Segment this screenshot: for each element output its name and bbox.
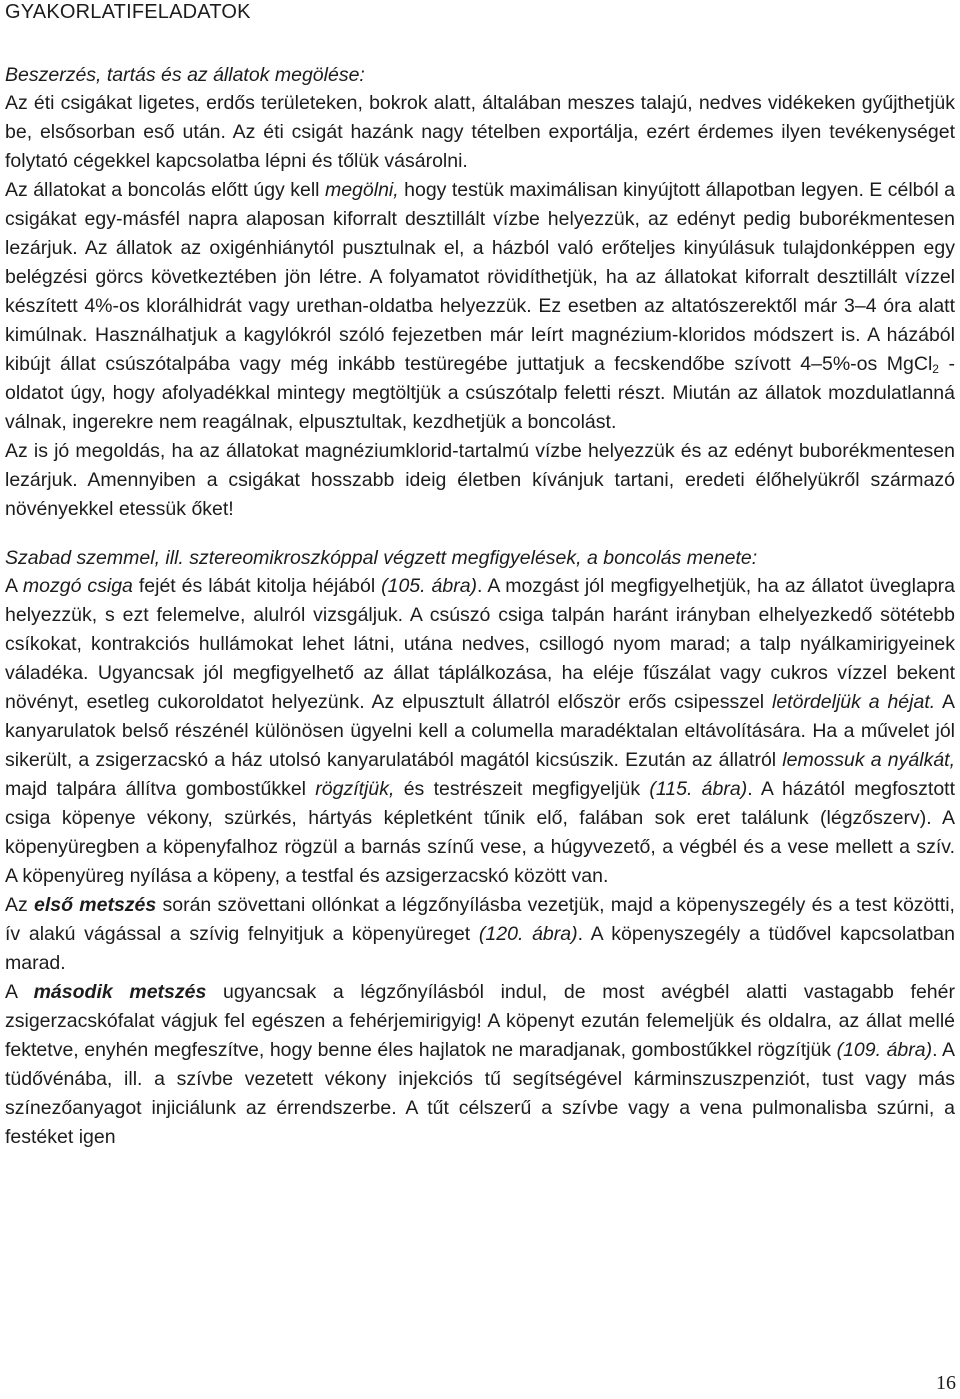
subscript: 2	[932, 362, 939, 376]
paragraph-alternative: Az is jó megoldás, ha az állatokat magnéziumklorid-tartalmú vízbe helyezzük és az edényt buborékmentesen lezárjuk. Amennyiben a csigákat hosszabb ideig életben kívánjuk tartani, eredeti élőhelyükről származó növényekkel etessük őket!	[5, 440, 955, 520]
paragraph-collection: Az éti csigákat ligetes, erdős területeken, bokrok alatt, általában meszes talajú, nedves vidékeken gyűjthetjük be, elsősorban eső után. Az éti csigát hazánk nagy tételben exportálja, ezért érdemes ilyen tevékenységet folytató cégekkel kapcsolatba lépni és tőlük vásárolni.	[5, 92, 955, 172]
section-heading-procurement: Beszerzés, tartás és az állatok megölése:	[5, 64, 365, 86]
paragraph-moving-snail: A mozgó csiga fejét és lábát kitolja héjából (105. ábra). A mozgást jól megfigyelhetjük, ha az állatot üveglapra helyezzük, s ezt felemelve, alulról vizsgáljuk. A csúszó csiga talpán haránt irányban elhelyezkedő sötétebb csíkokat, kontrakciós hullámokat lehet látni, utána nedves, csillogó nyom marad; a talp nyálkamirigyeinek váladéka. Ugyancsak jól megfigyelhető az állat táplálkozása, ha eléje fűszálat vagy cukros vízzel bekent növényt, esetleg cukoroldatot helyezünk. Az elpusztult állatról először erős csipesszel letördeljük a héjat. A kanyarulatok belső részénél különösen ügyelni kell a columella maradéktalan eltávolítására. Ha a művelet jól sikerült, a zsigerzacskó a ház utolsó kanyarulatából magától kicsúszik. Ezután az állatról lemossuk a nyálkát, majd talpára állítva gombostűkkel rögzítjük, és testrészeit megfigyeljük (115. ábra). A házától megfosztott csiga köpenye vékony, szürkés, hártyás képletként tűnik elő, falában sok eret találunk (légzőszerv). A köpenyüregben a köpenyfalhoz rögzül a barnás színű vese, a húgyvezető, a végbél és a vese mellett a szív. A köpenyüreg nyílása a köpeny, a testfal és azsigerzacskó között van.	[5, 575, 955, 887]
page-number: 16	[936, 1372, 956, 1394]
paragraph-killing: Az állatokat a boncolás előtt úgy kell megölni, hogy testük maximálisan kinyújtott állapotban legyen. E célból a csigákat egy-másfél napra alaposan kiforralt desztillált vízbe helyezzük, az edényt pedig buborékmentesen lezárjuk. Az állatok az oxigénhiánytól pusztulnak el, a házból való erőteljes kinyúlásuk tulajdonképpen egy belégzési görcs következtében jön létre. A folyamatot rövidíthetjük, ha az állatokat kiforralt desztillált vízzel készített 4%-os klorálhidrát vagy urethan-oldatba helyezzük. Ez esetben az altatószerektől már 3–4 óra alatt kimúlnak. Használhatjuk a kagylókról szóló fejezetben már leírt magnézium-kloridos módszert is. A házából kibújt állat csúszótalpába vagy még inkább testüregébe juttatjuk a fecskendőbe szívott 4–5%-os MgCl$_2$ -oldatot úgy, hogy afolyadékkal mintegy megtöltjük a csúszótalp feletti részt. Miután az állatok mozdulatlanná válnak, ingerekre nem reagálnak, elpusztultak, kezdhetjük a boncolást.	[5, 179, 955, 433]
section-heading-observation: Szabad szemmel, ill. sztereomikroszkóppal végzett megfigyelések, a boncolás menete:	[5, 547, 758, 569]
document-page	[5, 0, 955, 1152]
paragraph-second-cut: A második metszés ugyancsak a légzőnyílásból indul, de most avégbél alatti vastagabb fehér zsigerzacskófalat vágjuk fel egészen a fehérjemirigyig! A köpenyt ezután felemeljük és oldalra, az állat mellé fektetve, enyhén megfeszítve, hogy benne éles hajlatok ne maradjanak, gombostűkkel rögzítjük (109. ábra). A tüdővénába, ill. a szívbe vezetett vékony injekciós tű segítségével kárminszuszpenziót, tust vagy más színezőanyagot injiciálunk az érrendszerbe. A tűt célszerű a szívbe vagy a vena pulmonalisba szúrni, a festéket igen	[5, 981, 955, 1148]
paragraph-first-cut: Az első metszés során szövettani ollónkat a légzőnyílásba vezetjük, majd a köpenyszegély és a test közötti, ív alakú vágással a szívig felnyitjuk a köpenyüreget (120. ábra). A köpenyszegély a tüdővel kapcsolatban marad.	[5, 894, 955, 974]
page-title: GYAKORLATIFELADATOK	[5, 1, 251, 23]
